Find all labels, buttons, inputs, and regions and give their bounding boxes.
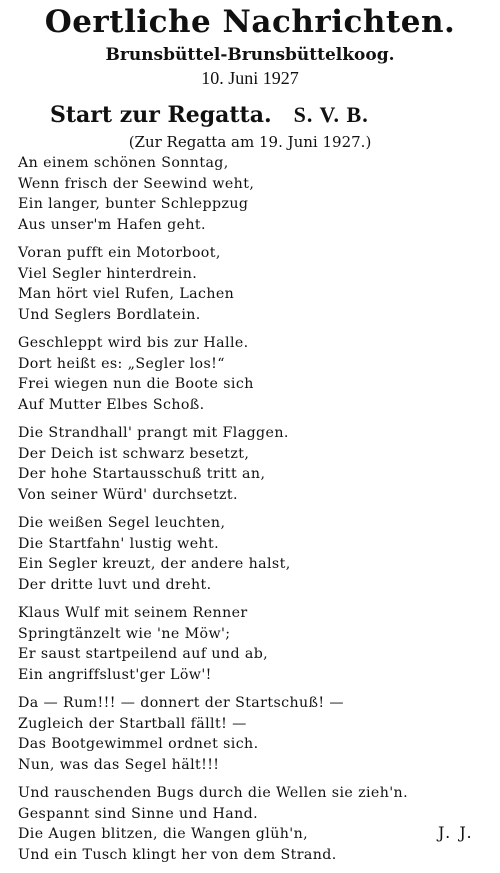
poem-line: Ein langer, bunter Schleppzug [18, 196, 249, 212]
poem-stanza [18, 603, 488, 685]
poem-line: Auf Mutter Elbes Schoß. [18, 396, 205, 413]
poem-line: Die Strandhall' prangt mit Flaggen. [18, 425, 289, 441]
poem-line: Wenn frisch der Seewind weht, [18, 175, 255, 192]
poem-line: Gespannt sind Sinne und Hand. [18, 805, 259, 822]
poem-line: Nun, was das Segel hält!!! [18, 756, 220, 773]
poem-stanza [18, 333, 488, 415]
poem-line: Geschleppt wird bis zur Halle. [18, 335, 249, 351]
poem-line: Die weißen Segel leuchten, [18, 515, 226, 531]
poem-line: Die Augen blitzen, die Wangen glüh'n, [18, 826, 309, 842]
poem-line: Der dritte luvt und dreht. [18, 576, 212, 593]
poem-line: Voran pufft ein Motorboot, [18, 245, 221, 261]
article-headline [50, 100, 470, 130]
issue-date: 10. Juni 1927 [201, 68, 299, 88]
article-subtitle: (Zur Regatta am 19. Juni 1927.) [128, 133, 372, 151]
poem-stanza [18, 423, 488, 505]
poem-line: Klaus Wulf mit seinem Renner [18, 605, 248, 621]
poem-body [18, 153, 488, 873]
poem-line: An einem schönen Sonntag, [18, 155, 229, 171]
poem-stanza [18, 153, 488, 235]
poem-line: Und rauschenden Bugs durch die Wellen sie zieh'n. [18, 785, 408, 801]
poem-line: Von seiner Würd' durchsetzt. [18, 486, 238, 503]
poem-line: Ein Segler kreuzt, der andere halst, [18, 556, 291, 572]
poem-line: Er saust startpeilend auf und ab, [18, 646, 269, 662]
poem-line: Aus unser'm Hafen geht. [18, 216, 206, 233]
poem-line: Zugleich der Startball fällt! — [18, 715, 247, 732]
poem-line: Die Startfahn' lustig weht. [18, 535, 220, 552]
poem-stanza [18, 243, 488, 325]
poem-line: Viel Segler hinterdrein. [18, 265, 198, 282]
poem-line: Man hört viel Rufen, Lachen [18, 286, 235, 302]
poem-stanza [18, 783, 488, 865]
poem-line: Dort heißt es: „Segler los!“ [18, 355, 225, 372]
club-name: S. V. B. [293, 102, 369, 127]
poem-line: Frei wiegen nun die Boote sich [18, 376, 254, 392]
poem-stanza [18, 693, 488, 775]
poem-line: Und ein Tusch klingt her von dem Strand. [18, 846, 337, 863]
author-initials: J. J. [438, 823, 474, 842]
poem-line: Und Seglers Bordlatein. [18, 306, 201, 323]
poem-line: Springtänzelt wie 'ne Möw'; [18, 625, 231, 642]
poem-line: Das Bootgewimmel ordnet sich. [18, 736, 259, 752]
poem-line: Ein angriffslust'ger Löw'! [18, 666, 212, 683]
poem-line: Der Deich ist schwarz besetzt, [18, 445, 250, 462]
article-title: Start zur Regatta. [50, 102, 272, 128]
poem-line: Da — Rum!!! — donnert der Startschuß! — [18, 695, 345, 711]
place-heading: Brunsbüttel-Brunsbüttelkoog. [105, 45, 395, 65]
poem-stanza [18, 513, 488, 595]
poem-line: Der hohe Startausschuß tritt an, [18, 466, 266, 482]
section-title: Oertliche Nachrichten. [44, 4, 456, 40]
